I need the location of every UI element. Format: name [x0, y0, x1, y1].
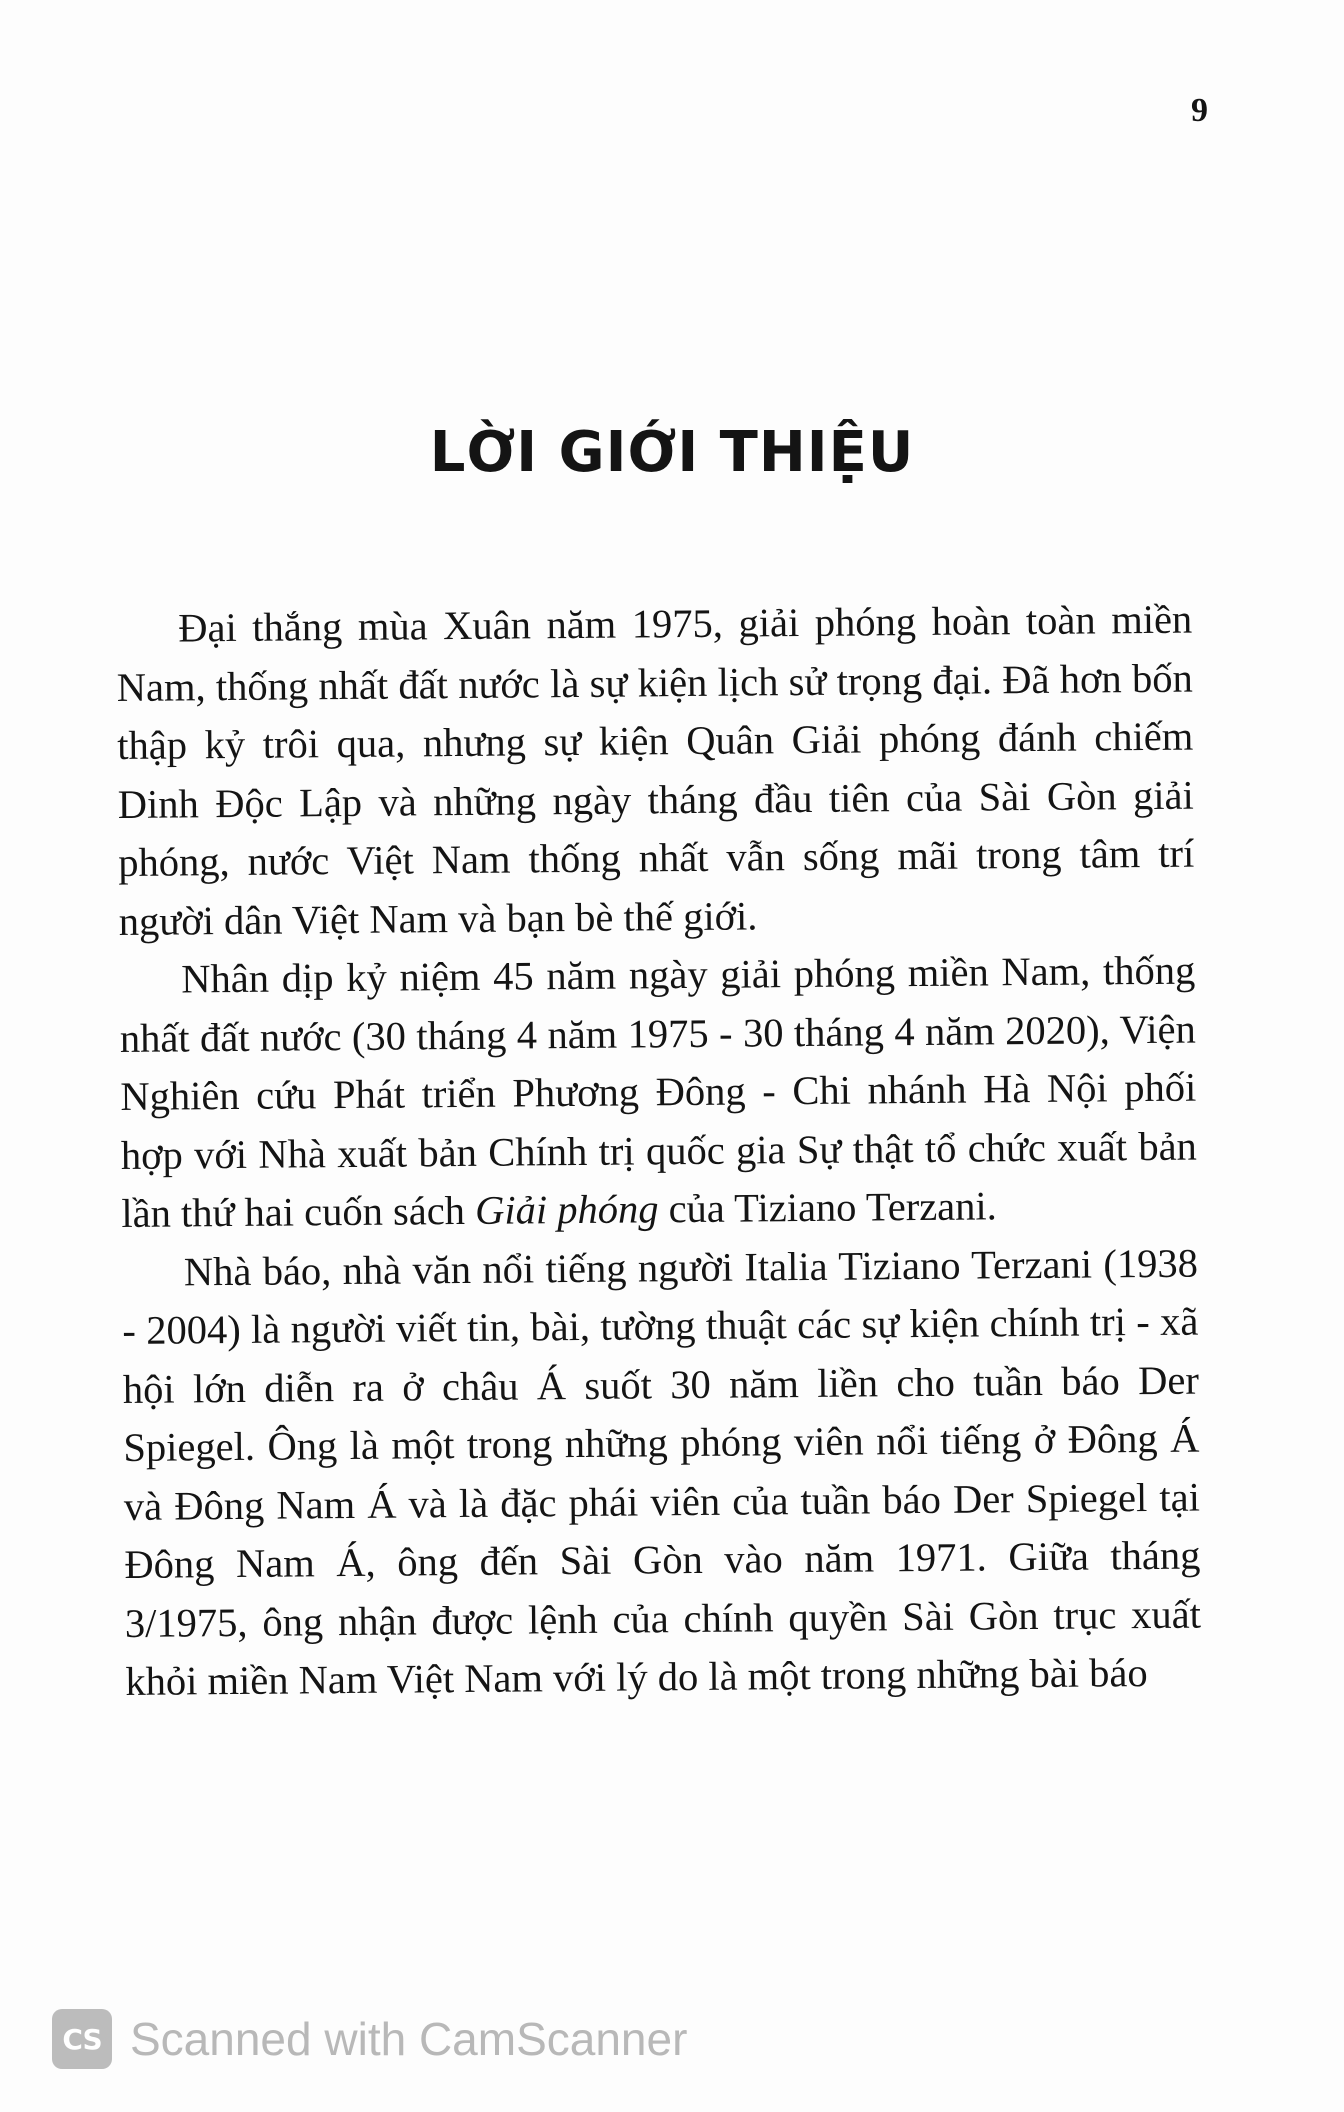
body-text: [116, 591, 1202, 1712]
paragraph-2-tail: của Tiziano Terzani.: [658, 1183, 997, 1232]
paragraph-2-text: Nhân dịp kỷ niệm 45 năm ngày giải phóng miền Nam, thống nhất đất nước (30 tháng 4 năm 1975 - 30 tháng 4 năm 2020), Viện Nghiên cứu Phát triển Phương Đông - Chi nhánh Hà Nội phối hợp với Nhà xuất bản Chính trị quốc gia Sự thật tổ chức xuất bản lần thứ hai cuốn sách: [119, 947, 1197, 1236]
camscanner-logo-icon: [52, 2009, 112, 2069]
page-number: 9: [1191, 92, 1208, 129]
paragraph-3: Nhà báo, nhà văn nổi tiếng người Italia Tiziano Terzani (1938 - 2004) là người viết tin, bài, tường thuật các sự kiện chính trị - xã hội lớn diễn ra ở châu Á suốt 30 năm liền cho tuần báo Der Spiegel. Ông là một trong những phóng viên nổi tiếng ở Đông Á và Đông Nam Á và là đặc phái viên của tuần báo Der Spiegel tại Đông Nam Á, ông đến Sài Gòn vào năm 1971. Giữa tháng 3/1975, ông nhận được lệnh của chính quyền Sài Gòn trục xuất khỏi miền Nam Việt Nam với lý do là một trong những bài báo: [122, 1240, 1202, 1704]
paragraph-2: [119, 942, 1198, 1244]
camscanner-logo-text: CS: [62, 2022, 102, 2056]
book-title: Giải phóng: [474, 1186, 659, 1233]
chapter-title: LỜI GIỚI THIỆU: [429, 420, 915, 485]
camscanner-watermark: [52, 2007, 687, 2071]
paragraph-1: Đại thắng mùa Xuân năm 1975, giải phóng hoàn toàn miền Nam, thống nhất đất nước là sự kiện lịch sử trọng đại. Đã hơn bốn thập kỷ trôi qua, nhưng sự kiện Quân Giải phóng đánh chiếm Dinh Độc Lập và những ngày tháng đầu tiên của Sài Gòn giải phóng, nước Việt Nam thống nhất vẫn sống mãi trong tâm trí người dân Việt Nam và bạn bè thế giới.: [116, 596, 1195, 944]
watermark-text: Scanned with CamScanner: [130, 2013, 688, 2065]
